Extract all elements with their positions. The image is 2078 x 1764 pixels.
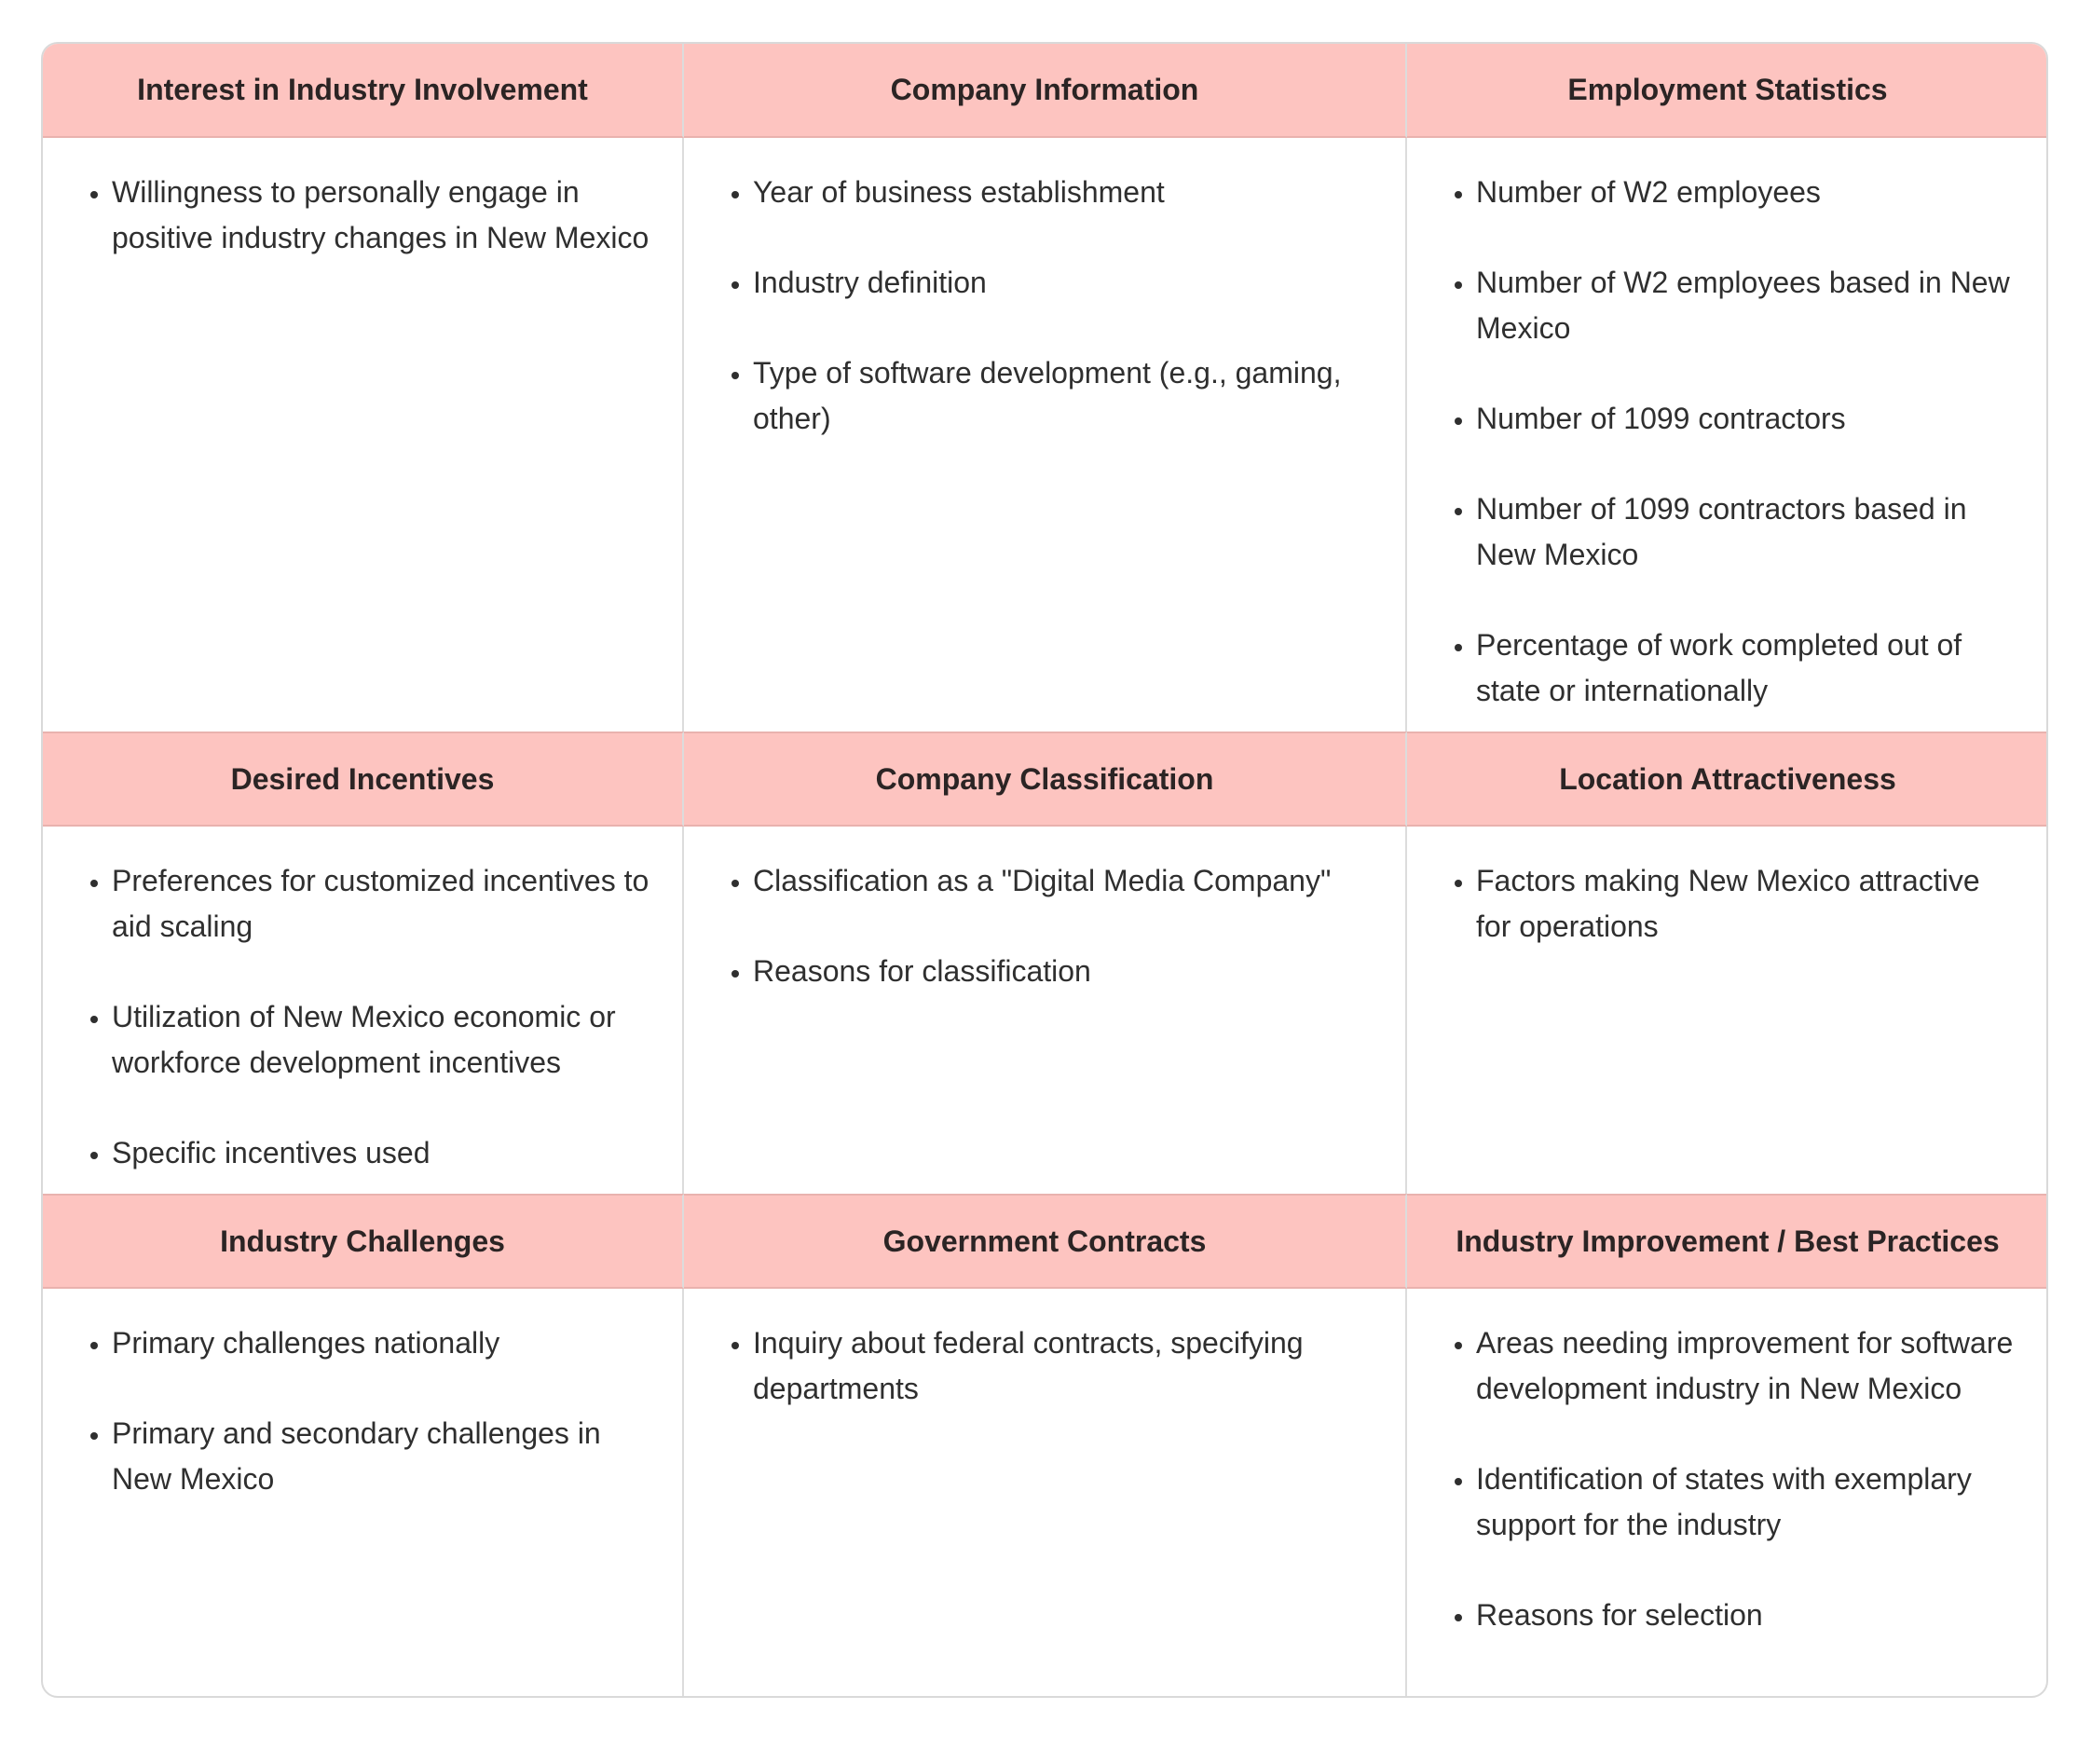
list-item: • Year of business establishment — [753, 170, 1377, 215]
header-industry-challenges: Industry Challenges — [43, 1194, 684, 1289]
list-item: • Number of 1099 contractors — [1476, 396, 2020, 442]
list-item: • Inquiry about federal contracts, specifying departments — [753, 1320, 1377, 1412]
bullet-list — [1446, 1320, 2020, 1638]
cell-company-classification — [684, 827, 1407, 1194]
cell-employment-statistics — [1407, 138, 2048, 732]
cell-industry-challenges — [43, 1289, 684, 1696]
bullet-list — [1446, 858, 2020, 950]
bullet-list — [723, 858, 1377, 994]
list-item: • Reasons for classification — [753, 949, 1377, 994]
cell-government-contracts — [684, 1289, 1407, 1696]
cell-location-attractiveness — [1407, 827, 2048, 1194]
bullet-list — [1446, 170, 2020, 714]
bullet-list — [723, 1320, 1377, 1412]
list-item: • Number of W2 employees based in New Mexico — [1476, 260, 2020, 351]
list-item: • Industry definition — [753, 260, 1377, 306]
list-item: • Utilization of New Mexico economic or workforce development incentives — [112, 994, 654, 1086]
list-item: • Type of software development (e.g., gaming, other) — [753, 350, 1377, 442]
list-item: • Identification of states with exemplary support for the industry — [1476, 1456, 2020, 1548]
list-item: • Factors making New Mexico attractive for operations — [1476, 858, 2020, 950]
list-item: • Number of 1099 contractors based in New Mexico — [1476, 486, 2020, 578]
cell-interest-in-industry-involvement — [43, 138, 684, 732]
list-item: • Reasons for selection — [1476, 1593, 2020, 1638]
list-item: • Number of W2 employees — [1476, 170, 2020, 215]
header-company-classification: Company Classification — [684, 732, 1407, 827]
header-company-information: Company Information — [684, 44, 1407, 138]
list-item: • Specific incentives used — [112, 1130, 654, 1176]
cell-industry-improvement-best-practices — [1407, 1289, 2048, 1696]
header-government-contracts: Government Contracts — [684, 1194, 1407, 1289]
header-location-attractiveness: Location Attractiveness — [1407, 732, 2048, 827]
header-industry-improvement-best-practices: Industry Improvement / Best Practices — [1407, 1194, 2048, 1289]
header-interest-in-industry-involvement: Interest in Industry Involvement — [43, 44, 684, 138]
list-item: • Percentage of work completed out of state or internationally — [1476, 622, 2020, 714]
header-desired-incentives: Desired Incentives — [43, 732, 684, 827]
list-item: • Areas needing improvement for software development industry in New Mexico — [1476, 1320, 2020, 1412]
bullet-list — [723, 170, 1377, 442]
list-item: • Willingness to personally engage in positive industry changes in New Mexico — [112, 170, 654, 261]
cell-desired-incentives — [43, 827, 684, 1194]
cell-company-information — [684, 138, 1407, 732]
list-item: • Classification as a "Digital Media Company" — [753, 858, 1377, 904]
list-item: • Primary and secondary challenges in New Mexico — [112, 1411, 654, 1502]
bullet-list — [82, 858, 654, 1176]
list-item: • Preferences for customized incentives to aid scaling — [112, 858, 654, 950]
bullet-list — [82, 170, 654, 261]
header-employment-statistics: Employment Statistics — [1407, 44, 2048, 138]
survey-topics-grid — [41, 42, 2048, 1698]
bullet-list — [82, 1320, 654, 1502]
list-item: • Primary challenges nationally — [112, 1320, 654, 1366]
